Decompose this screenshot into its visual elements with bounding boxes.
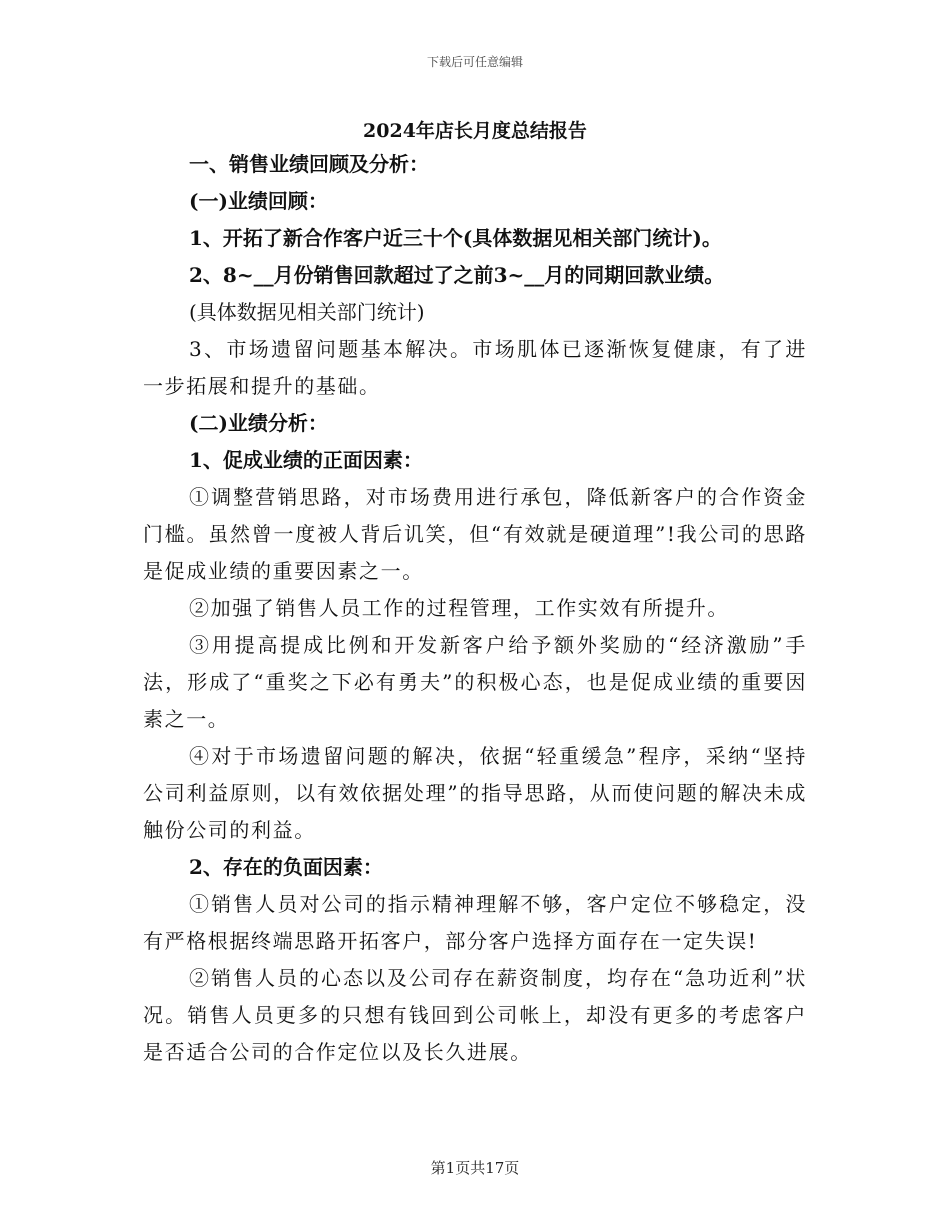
positive-factor-3: ③用提高提成比例和开发新客户给予额外奖励的“经济激励”手法，形成了“重奖之下必有勇夫”的积极心态，也是促成业绩的重要因素之一。 bbox=[143, 633, 807, 731]
sub2-heading: (二)业绩分析： bbox=[189, 411, 328, 435]
document-title: 2024年店长月度总结报告 bbox=[363, 120, 587, 142]
header-note: 下载后可任意编辑 bbox=[426, 55, 523, 69]
negative-factor-1: ①销售人员对公司的指示精神理解不够，客户定位不够稳定，没有严格根据终端思路开拓客户，部分客户选择方面存在一定失误! bbox=[143, 892, 807, 953]
sub1-heading: (一)业绩回顾： bbox=[189, 189, 328, 213]
review-item-2: 2、8~__月份销售回款超过了之前3~__月的同期回款业绩。 bbox=[189, 263, 725, 287]
positive-factor-1: ①调整营销思路，对市场费用进行承包，降低新客户的合作资金门槛。虽然曾一度被人背后讥笑，但“有效就是硬道理”!我公司的思路是促成业绩的重要因素之一。 bbox=[143, 485, 807, 583]
review-item-3: 3、市场遗留问题基本解决。市场肌体已逐渐恢复健康，有了进一步拓展和提升的基础。 bbox=[143, 337, 807, 398]
document-body bbox=[143, 146, 807, 1071]
review-item-2-note: (具体数据见相关部门统计) bbox=[189, 300, 425, 324]
negative-heading: 2、存在的负面因素： bbox=[189, 855, 383, 879]
negative-factor-2: ②销售人员的心态以及公司存在薪资制度，均存在“急功近利”状况。销售人员更多的只想有钱回到公司帐上，却没有更多的考虑客户是否适合公司的合作定位以及长久进展。 bbox=[143, 966, 807, 1064]
positive-heading: 1、促成业绩的正面因素： bbox=[189, 448, 423, 472]
section1-heading: 一、销售业绩回顾及分析： bbox=[189, 152, 429, 176]
positive-factor-2: ②加强了销售人员工作的过程管理，工作实效有所提升。 bbox=[189, 596, 729, 620]
page-footer: 第1页共17页 bbox=[430, 1159, 520, 1177]
positive-factor-4: ④对于市场遗留问题的解决，依据“轻重缓急”程序，采纳“坚持公司利益原则，以有效依据处理”的指导思路，从而使问题的解决未成触份公司的利益。 bbox=[143, 744, 807, 842]
review-item-1: 1、开拓了新合作客户近三十个(具体数据见相关部门统计)。 bbox=[189, 226, 722, 250]
